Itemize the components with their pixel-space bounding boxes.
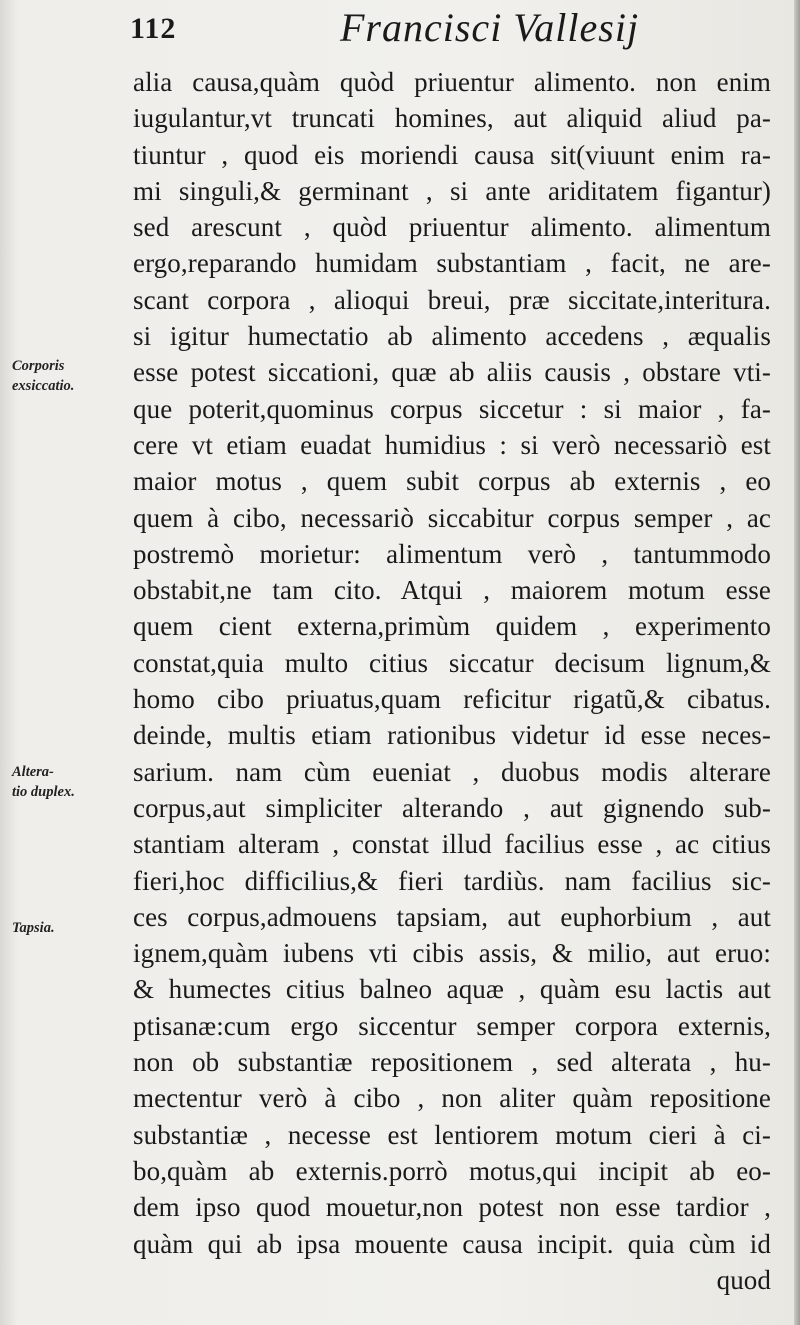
text-line: dem ipso quod mouetur,non potest non esse tardior ,: [133, 1192, 771, 1223]
text-line: constat,quia multo citius siccatur decisum lignum,&: [133, 647, 771, 678]
text-line: ergo,reparando humidam substantiam , facit, ne are-: [133, 248, 771, 279]
text-line: & humectes citius balneo aquæ , quàm esu lactis aut: [133, 974, 771, 1005]
text-line: corpus,aut simpliciter alterando , aut gignendo sub-: [133, 792, 771, 823]
marginal-note: [12, 762, 124, 802]
marginal-note-line: exsiccatio.: [12, 378, 75, 394]
text-line: bo,quàm ab externis.porrò motus,qui incipit ab eo-: [133, 1155, 771, 1186]
text-line: cere vt etiam euadat humidius : si verò necessariò est: [133, 429, 771, 460]
text-line: substantiæ , necesse est lentiorem motum cieri à ci-: [133, 1119, 771, 1150]
text-line: alia causa,quàm quòd priuentur alimento. non enim: [133, 67, 771, 97]
text-line: sarium. nam cùm eueniat , duobus modis alterare: [133, 756, 771, 787]
text-line: obstabit,ne tam cito. Atqui , maiorem motum esse: [133, 575, 771, 606]
text-line: ptisanæ:cum ergo siccentur semper corpora externis,: [133, 1010, 771, 1041]
text-line: deinde, multis etiam rationibus videtur id esse neces-: [133, 720, 771, 751]
body-text: [133, 64, 771, 1298]
text-line: fieri,hoc difficilius,& fieri tardiùs. nam facilius sic-: [133, 865, 771, 896]
running-head: Francisci Vallesij: [340, 5, 640, 50]
text-line: que poterit,quominus corpus siccetur : si maior , fa-: [133, 393, 771, 424]
text-line: maior motus , quem subit corpus ab externis , eo: [133, 466, 771, 497]
marginal-note: [12, 918, 124, 938]
text-line: quem à cibo, necessariò siccabitur corpus semper , ac: [133, 502, 771, 533]
text-line: ces corpus,admouens tapsiam, aut euphorbium , aut: [133, 901, 771, 932]
text-line: tiuntur , quod eis moriendi causa sit(viuunt enim ra-: [133, 139, 771, 170]
text-line: ignem,quàm iubens vti cibis assis, & milio, aut eruo:: [133, 938, 771, 969]
text-line: non ob substantiæ repositionem , sed alterata , hu-: [133, 1047, 771, 1078]
page-edge: [794, 0, 800, 1325]
text-line: mi singuli,& germinant , si ante ariditatem figantur): [133, 175, 771, 206]
text-line: scant corpora , alioqui breui, præ siccitate,interitura.: [133, 284, 771, 315]
text-line: sed arescunt , quòd priuentur alimento. alimentum: [133, 212, 771, 243]
text-line: mectentur verò à cibo , non aliter quàm repositione: [133, 1083, 771, 1114]
text-line: si igitur humectatio ab alimento accedens , æqualis: [133, 321, 771, 352]
marginal-note-line: Tapsia.: [12, 920, 55, 936]
marginal-note: [12, 356, 124, 396]
text-line: homo cibo priuatus,quam reficitur rigatũ,& cibatus.: [133, 684, 771, 715]
text-line: postremò morietur: alimentum verò , tantummodo: [133, 538, 771, 569]
catchword: quod: [716, 1264, 771, 1295]
text-line: quàm qui ab ipsa mouente causa incipit. quia cùm id: [133, 1228, 771, 1259]
marginal-note-line: Corporis: [12, 358, 65, 374]
page-number: 112: [130, 12, 177, 45]
marginal-note-line: tio duplex.: [12, 784, 75, 800]
page-header: [130, 4, 770, 54]
marginal-note-line: Altera-: [12, 764, 54, 780]
text-line: esse potest siccationi, quæ ab aliis causis , obstare vti-: [133, 357, 771, 388]
text-line: iugulantur,vt truncati homines, aut aliquid aliud pa-: [133, 103, 771, 134]
text-line: stantiam alteram , constat illud facilius esse , ac citius: [133, 829, 771, 860]
text-line: quem cient externa,primùm quidem , experimento: [133, 611, 771, 642]
